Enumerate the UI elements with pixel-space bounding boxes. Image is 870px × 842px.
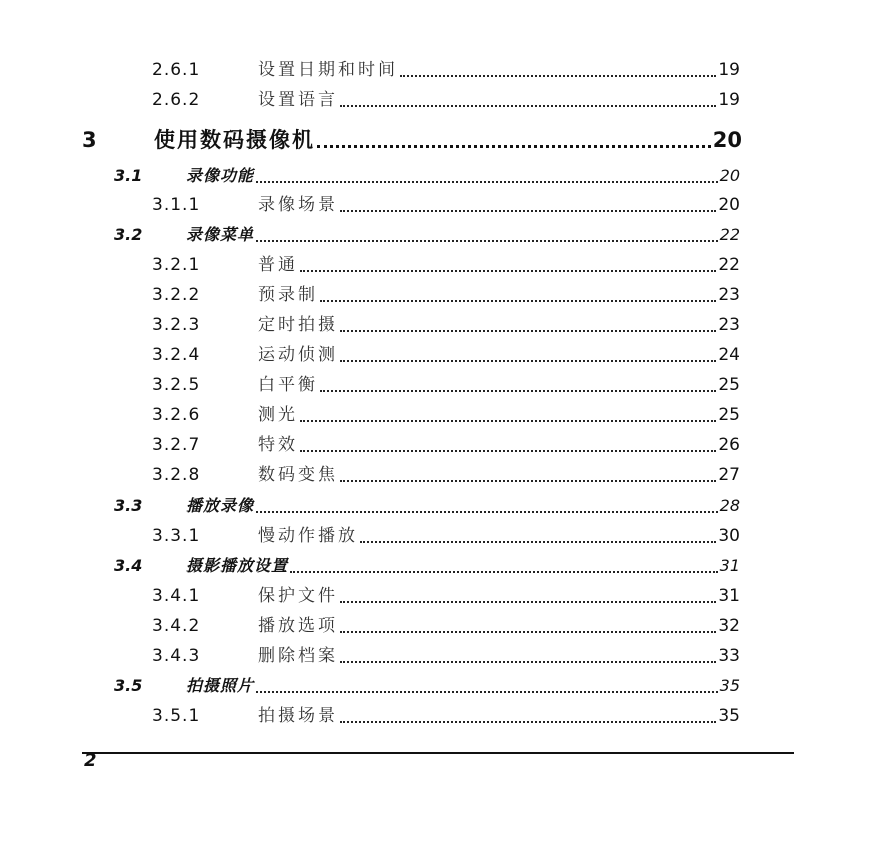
toc-entry-page: 19 bbox=[718, 90, 740, 110]
toc-section-entry bbox=[114, 164, 740, 188]
toc-entry-number: 3.1 bbox=[114, 166, 143, 185]
toc-entry-page: 28 bbox=[719, 496, 740, 515]
toc-entry-title: 普通 bbox=[258, 255, 298, 275]
dot-leader bbox=[300, 420, 716, 422]
toc-entry-title: 测光 bbox=[258, 405, 298, 425]
toc-entry-number: 3.5.1 bbox=[152, 706, 201, 726]
toc-entry-title: 预录制 bbox=[258, 285, 318, 305]
dot-leader bbox=[256, 181, 718, 183]
toc-entry-title: 拍摄场景 bbox=[258, 706, 338, 726]
toc-entry-page: 26 bbox=[718, 435, 740, 455]
toc-entry-page: 31 bbox=[719, 556, 740, 575]
dot-leader bbox=[340, 601, 716, 603]
toc-entry-page: 20 bbox=[712, 128, 742, 152]
toc-entry-page: 30 bbox=[718, 526, 740, 546]
toc-entry bbox=[152, 524, 740, 548]
dot-leader bbox=[256, 240, 718, 242]
toc-entry bbox=[152, 614, 740, 638]
dot-leader bbox=[360, 541, 716, 543]
dot-leader bbox=[317, 145, 711, 148]
toc-entry-page: 22 bbox=[719, 225, 740, 244]
dot-leader bbox=[400, 75, 716, 77]
footer-page-number: 2 bbox=[84, 750, 97, 771]
toc-entry bbox=[152, 343, 740, 367]
toc-entry bbox=[152, 704, 740, 728]
toc-entry bbox=[152, 88, 740, 112]
toc-entry-number: 3.2.6 bbox=[152, 405, 201, 425]
dot-leader bbox=[340, 480, 716, 482]
toc-entry-page: 35 bbox=[718, 706, 740, 726]
toc-entry-title: 白平衡 bbox=[258, 375, 318, 395]
dot-leader bbox=[340, 210, 716, 212]
toc-entry bbox=[152, 373, 740, 397]
toc-section-entry bbox=[114, 554, 740, 578]
dot-leader bbox=[340, 360, 716, 362]
toc-entry-title: 录像场景 bbox=[258, 195, 338, 215]
toc-entry-title: 录像功能 bbox=[186, 166, 255, 185]
dot-leader bbox=[256, 691, 718, 693]
toc-entry-title: 运动侦测 bbox=[258, 345, 338, 365]
toc-entry-number: 3.2.4 bbox=[152, 345, 201, 365]
dot-leader bbox=[300, 270, 716, 272]
toc-entry-title: 定时拍摄 bbox=[258, 315, 338, 335]
toc-entry-number: 2.6.1 bbox=[152, 60, 201, 80]
toc-entry-number: 3.2.1 bbox=[152, 255, 201, 275]
toc-entry-title: 播放选项 bbox=[258, 616, 338, 636]
dot-leader bbox=[256, 511, 718, 513]
toc-entry bbox=[152, 58, 740, 82]
toc-entry-number: 3.4.3 bbox=[152, 646, 201, 666]
toc-entry-title: 拍摄照片 bbox=[186, 676, 255, 695]
toc-entry-page: 23 bbox=[718, 315, 740, 335]
toc-entry-number: 3.3.1 bbox=[152, 526, 201, 546]
toc-chapter-entry bbox=[82, 125, 742, 155]
toc-entry-page: 23 bbox=[718, 285, 740, 305]
toc-entry-title: 删除档案 bbox=[258, 646, 338, 666]
toc-section-entry bbox=[114, 674, 740, 698]
toc-entry bbox=[152, 193, 740, 217]
toc-entry-page: 31 bbox=[718, 586, 740, 606]
toc-entry-title: 设置语言 bbox=[258, 90, 338, 110]
toc-entry-title: 特效 bbox=[258, 435, 298, 455]
toc-entry-title: 设置日期和时间 bbox=[258, 60, 398, 80]
toc-entry-page: 25 bbox=[718, 375, 740, 395]
toc-entry-number: 3.5 bbox=[114, 676, 143, 695]
toc-entry-number: 3 bbox=[82, 128, 97, 152]
toc-entry-number: 3.4.2 bbox=[152, 616, 201, 636]
toc-entry-number: 3.1.1 bbox=[152, 195, 201, 215]
dot-leader bbox=[340, 330, 716, 332]
toc-entry-number: 3.2.8 bbox=[152, 465, 201, 485]
toc-entry-page: 25 bbox=[718, 405, 740, 425]
toc-entry-number: 3.2.5 bbox=[152, 375, 201, 395]
toc-entry bbox=[152, 584, 740, 608]
toc-entry-page: 33 bbox=[718, 646, 740, 666]
dot-leader bbox=[340, 661, 716, 663]
footer-divider bbox=[82, 752, 794, 754]
toc-entry-page: 19 bbox=[718, 60, 740, 80]
toc-entry bbox=[152, 313, 740, 337]
toc-entry-number: 3.2 bbox=[114, 225, 143, 244]
toc-entry-title: 摄影播放设置 bbox=[186, 556, 289, 575]
dot-leader bbox=[290, 571, 718, 573]
toc-entry-number: 3.2.2 bbox=[152, 285, 201, 305]
toc-entry bbox=[152, 463, 740, 487]
toc-entry-number: 2.6.2 bbox=[152, 90, 201, 110]
toc-entry bbox=[152, 283, 740, 307]
toc-entry-number: 3.2.7 bbox=[152, 435, 201, 455]
toc-entry-title: 播放录像 bbox=[186, 496, 255, 515]
toc-entry-number: 3.3 bbox=[114, 496, 143, 515]
toc-entry-page: 24 bbox=[718, 345, 740, 365]
toc-section-entry bbox=[114, 223, 740, 247]
dot-leader bbox=[320, 390, 716, 392]
toc-entry-title: 慢动作播放 bbox=[258, 526, 358, 546]
dot-leader bbox=[320, 300, 716, 302]
toc-entry-page: 32 bbox=[718, 616, 740, 636]
toc-entry-page: 20 bbox=[718, 195, 740, 215]
toc-entry-page: 27 bbox=[718, 465, 740, 485]
dot-leader bbox=[300, 450, 716, 452]
toc-section-entry bbox=[114, 494, 740, 518]
toc-entry bbox=[152, 433, 740, 457]
toc-entry-page: 20 bbox=[719, 166, 740, 185]
toc-entry bbox=[152, 644, 740, 668]
toc-entry-page: 35 bbox=[719, 676, 740, 695]
toc-entry-title: 数码变焦 bbox=[258, 465, 338, 485]
toc-entry-title: 使用数码摄像机 bbox=[154, 128, 315, 152]
toc-entry-number: 3.4 bbox=[114, 556, 143, 575]
toc-entry-title: 录像菜单 bbox=[186, 225, 255, 244]
toc-entry-number: 3.2.3 bbox=[152, 315, 201, 335]
dot-leader bbox=[340, 631, 716, 633]
toc-entry-page: 22 bbox=[718, 255, 740, 275]
dot-leader bbox=[340, 105, 716, 107]
toc-entry-number: 3.4.1 bbox=[152, 586, 201, 606]
toc-entry bbox=[152, 403, 740, 427]
toc-entry bbox=[152, 253, 740, 277]
dot-leader bbox=[340, 721, 716, 723]
toc-entry-title: 保护文件 bbox=[258, 586, 338, 606]
